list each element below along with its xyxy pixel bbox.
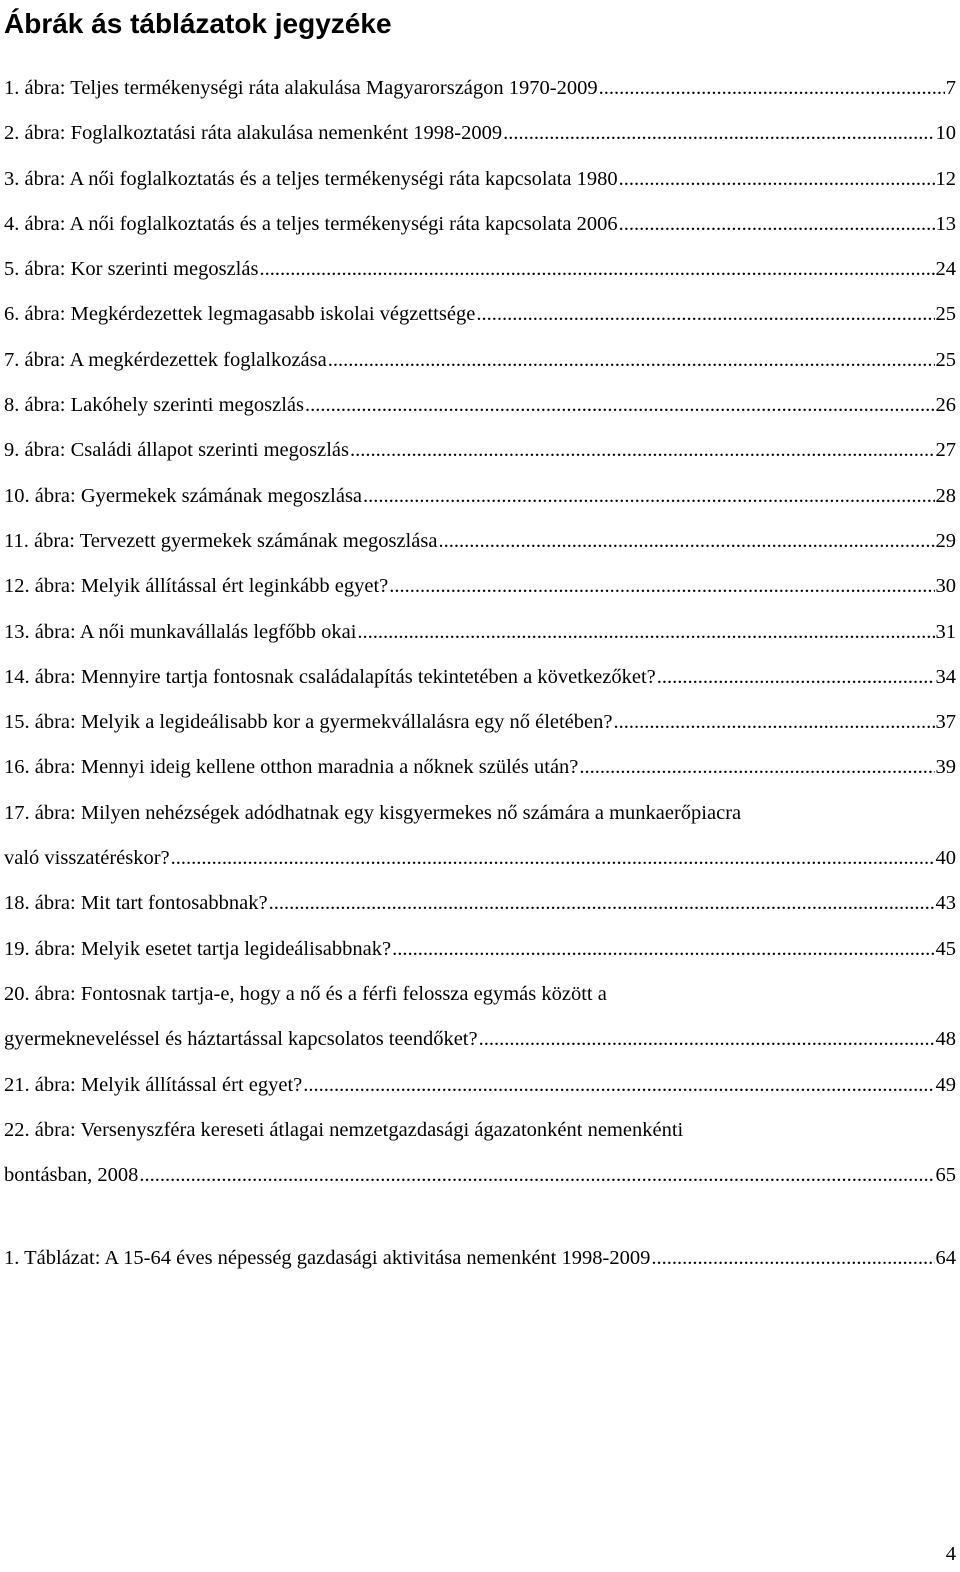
figure-entry-title: bontásban, 2008 [4,1164,139,1187]
dot-leader [350,428,935,473]
dot-leader [613,700,934,745]
figure-entry-page: 26 [935,394,956,417]
dot-leader [363,474,934,519]
table-entry-page: 64 [935,1247,956,1269]
figure-entry[interactable] [4,564,956,609]
figure-entry-line [4,474,956,519]
figure-entry-line [4,383,956,428]
figure-entry-line [4,1063,956,1108]
dot-leader [392,927,934,972]
dot-leader [139,1153,934,1198]
figure-entry[interactable] [4,202,956,247]
figure-entry-line [4,927,956,972]
figure-entry-title: 7. ábra: A megkérdezettek foglalkozása [4,348,327,371]
figure-entry-title: 4. ábra: A női foglalkoztatás és a teljes termékenységi ráta kapcsolata 2006 [4,212,618,235]
figure-entry-line [4,564,956,609]
figure-entry-title: 5. ábra: Kor szerinti megoszlás [4,258,259,281]
figure-entry-line [4,338,956,383]
figure-entry-line [4,202,956,247]
dot-leader [303,1063,934,1108]
figure-entry-page: 7 [945,77,956,99]
figure-entry-title: 11. ábra: Tervezett gyermekek számának megoszlása [4,529,438,552]
figure-entry-title: 19. ábra: Melyik esetet tartja legideálisabbnak? [4,937,392,960]
figure-entry-line [4,292,956,337]
figure-entry-page: 27 [935,439,956,462]
figure-entry-title-line: 22. ábra: Versenyszféra kereseti átlagai nemzetgazdasági ágazatonként nemenkénti [4,1118,684,1141]
figure-entry[interactable] [4,610,956,655]
dot-leader [305,383,935,428]
figure-entry-page: 10 [935,122,956,145]
figure-entry-page: 30 [935,575,956,598]
figure-entry-page: 31 [935,620,956,643]
dot-leader [269,881,935,926]
figure-entry-title: 1. ábra: Teljes termékenységi ráta alakulása Magyarországon 1970-2009 [4,77,598,99]
dot-leader [479,1017,935,1062]
figure-entry[interactable] [4,247,956,292]
figure-list [4,66,956,1198]
figure-entry-title: 21. ábra: Melyik állítással ért egyet? [4,1073,303,1096]
dot-leader [328,338,935,383]
figure-entry-page: 40 [935,847,956,870]
figure-entry[interactable] [4,519,956,564]
dot-leader [438,519,934,564]
figure-entry-line [4,655,956,700]
figure-entry-page: 13 [935,212,956,235]
figure-entry-title: 14. ábra: Mennyire tartja fontosnak családalapítás tekintetében a következőket? [4,665,656,688]
figure-entry-line [4,700,956,745]
table-entry[interactable] [4,1236,956,1281]
dot-leader [599,66,945,111]
figure-entry[interactable] [4,745,956,790]
figure-entry[interactable] [4,157,956,202]
figure-entry[interactable] [4,881,956,926]
figure-entry-title: 3. ábra: A női foglalkoztatás és a teljes termékenységi ráta kapcsolata 1980 [4,167,618,190]
figure-entry[interactable] [4,66,956,111]
figure-entry-title: 9. ábra: Családi állapot szerinti megoszlás [4,439,349,462]
figure-entry[interactable] [4,972,956,1063]
dot-leader [619,157,935,202]
figure-entry-line [4,157,956,202]
figure-entry-title: való visszatéréskor? [4,847,170,870]
figure-entry[interactable] [4,1063,956,1108]
dot-leader [476,292,934,337]
figure-entry-page: 29 [935,529,956,552]
figure-entry-page: 39 [935,756,956,779]
figure-entry-line [4,836,956,881]
figure-entry-title-line: 17. ábra: Milyen nehézségek adódhatnak egy kisgyermekes nő számára a munkaerőpiacra [4,801,742,824]
figure-entry[interactable] [4,700,956,745]
figure-entry[interactable] [4,927,956,972]
figure-entry-line [4,66,956,111]
figure-entry-title: 15. ábra: Melyik a legideálisabb kor a gyermekvállalásra egy nő életében? [4,711,613,734]
figure-entry-line [4,111,956,156]
page-number: 4 [945,1543,956,1565]
figure-entry-title: 6. ábra: Megkérdezettek legmagasabb iskolai végzettsége [4,303,476,326]
figure-entry-page: 34 [935,665,956,688]
figure-entry[interactable] [4,292,956,337]
figure-entry-page: 48 [935,1028,956,1051]
figure-entry-page: 28 [935,484,956,507]
figure-entry[interactable] [4,383,956,428]
figure-entry[interactable] [4,338,956,383]
figure-entry-page: 24 [935,258,956,281]
figure-entry-title: 16. ábra: Mennyi ideig kellene otthon maradnia a nőknek szülés után? [4,756,579,779]
figure-entry-line [4,1017,956,1062]
figure-entry-title: 12. ábra: Melyik állítással ért leginkább egyet? [4,575,389,598]
figure-entry[interactable] [4,791,956,882]
figure-entry[interactable] [4,111,956,156]
figure-entry[interactable] [4,655,956,700]
dot-leader [389,564,934,609]
dot-leader [579,745,934,790]
figure-entry-line [4,1153,956,1198]
figure-entry-title: 8. ábra: Lakóhely szerinti megoszlás [4,394,304,417]
figure-entry-line [4,428,956,473]
dot-leader [619,202,935,247]
dot-leader [503,111,934,156]
figure-entry-line [4,881,956,926]
table-entry-line [4,1236,956,1281]
figure-entry-title-line: 20. ábra: Fontosnak tartja-e, hogy a nő és a férfi felossza egymás között a [4,982,607,1005]
figure-entry-title: 13. ábra: A női munkavállalás legfőbb okai [4,620,357,643]
figure-entry-title: gyermekneveléssel és háztartással kapcsolatos teendőket? [4,1028,478,1051]
figure-entry-line [4,745,956,790]
figure-entry-page: 43 [935,892,956,915]
dot-leader [171,836,935,881]
figure-entry-title: 10. ábra: Gyermekek számának megoszlása [4,484,363,507]
figure-entry-title: 18. ábra: Mit tart fontosabbnak? [4,892,268,915]
figure-entry-line [4,247,956,292]
figure-entry-page: 49 [935,1073,956,1096]
figure-entry-page: 65 [935,1164,956,1187]
figure-entry-title: 2. ábra: Foglalkoztatási ráta alakulása nemenként 1998-2009 [4,122,503,145]
figure-entry-line [4,610,956,655]
figure-entry-page: 25 [935,303,956,326]
table-list [4,1236,956,1281]
figure-entry[interactable] [4,1108,956,1199]
dot-leader [357,610,934,655]
figure-entry-page: 37 [935,711,956,734]
dot-leader [651,1236,934,1281]
figure-entry-line [4,519,956,564]
figure-entry-page: 25 [935,348,956,371]
dot-leader [259,247,934,292]
figure-entry-page: 12 [935,167,956,190]
table-entry-title: 1. Táblázat: A 15-64 éves népesség gazdasági aktivitása nemenként 1998-2009 [4,1247,651,1269]
figure-entry[interactable] [4,428,956,473]
figure-entry[interactable] [4,474,956,519]
page-title: Ábrák ás táblázatok jegyzéke [4,8,392,39]
figure-entry-page: 45 [935,937,956,960]
dot-leader [657,655,935,700]
